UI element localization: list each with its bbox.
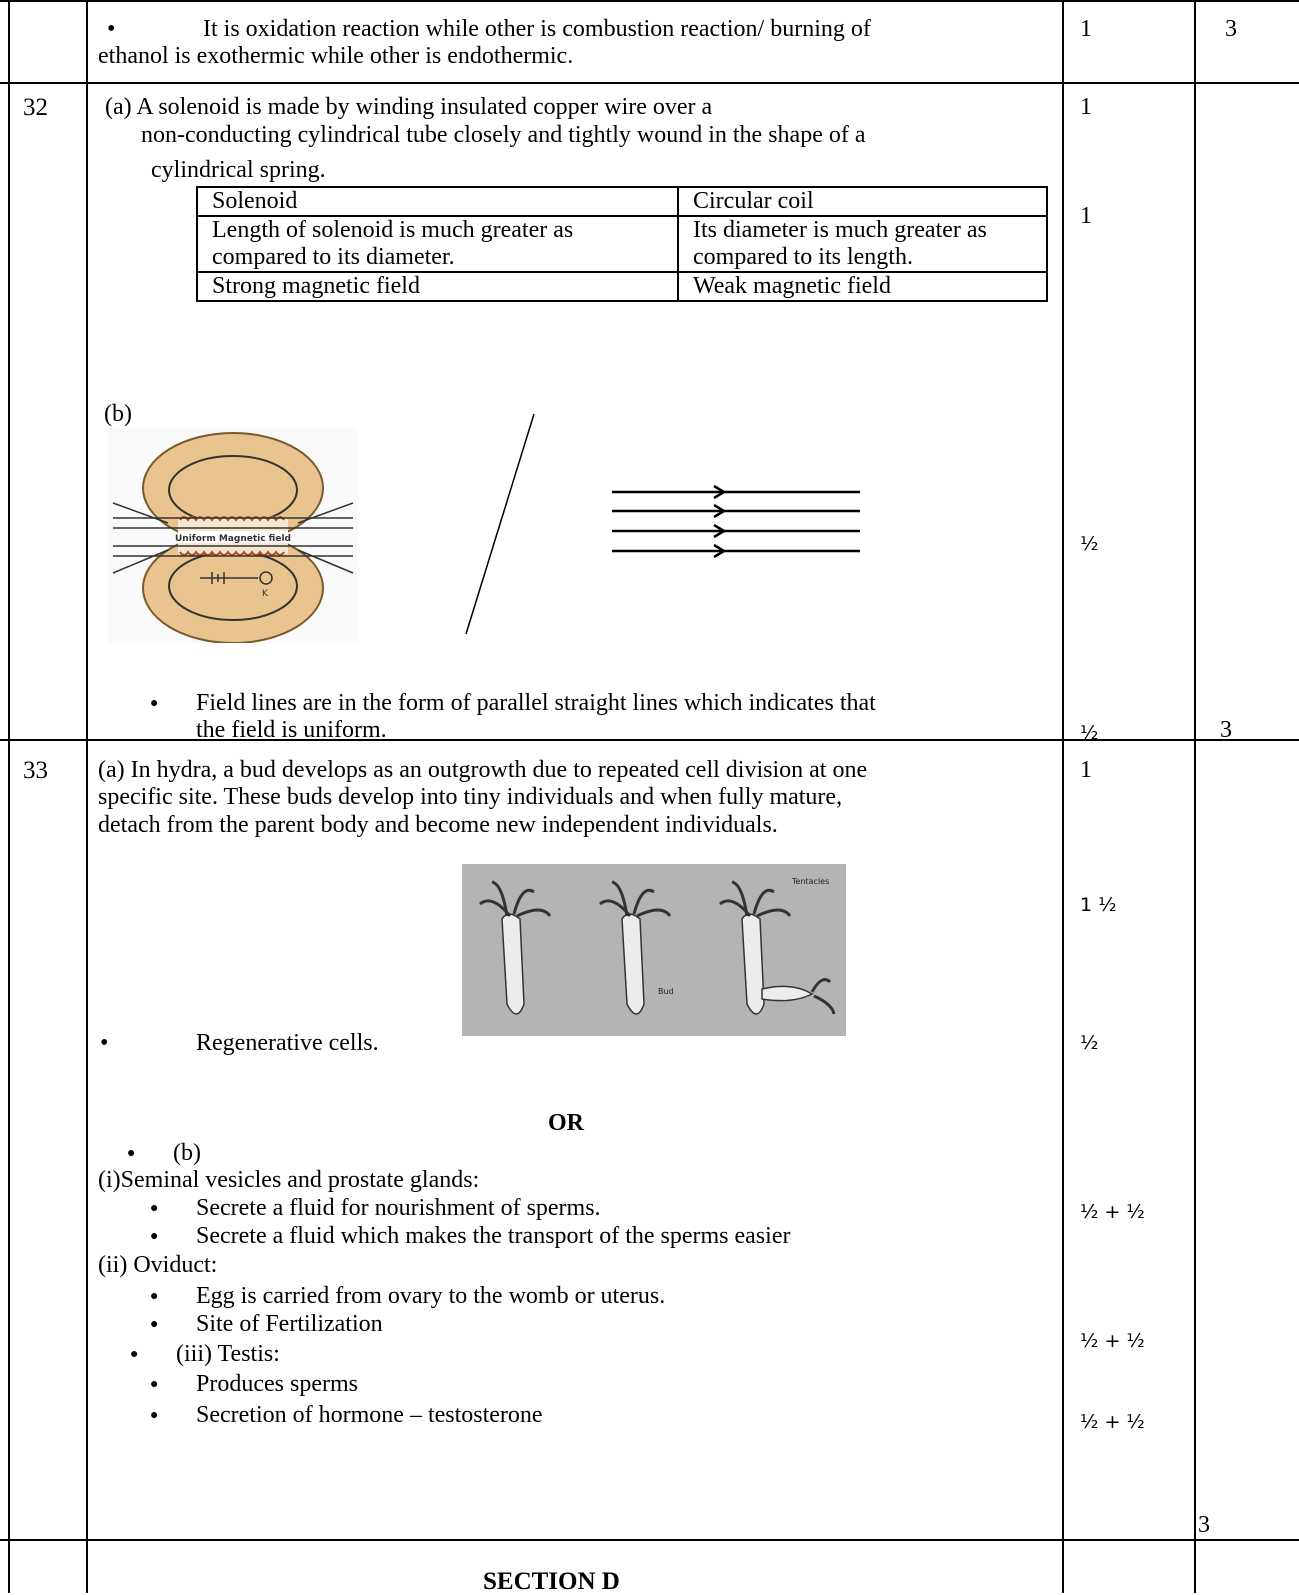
section-heading: SECTION D — [483, 1568, 620, 1595]
answer-text: (a) A solenoid is made by winding insulated copper wire over a — [105, 94, 713, 120]
marks-cell: 1 — [1080, 94, 1092, 120]
table-row — [197, 272, 1047, 301]
figure-label: Tentacles — [792, 877, 830, 886]
total-marks-cell: 3 — [1198, 1512, 1210, 1538]
list-item: ● (iii) Testis: — [176, 1341, 280, 1368]
answer-text: cylindrical spring. — [151, 157, 326, 183]
list-item: ● Produces sperms — [196, 1371, 358, 1398]
hydra-diagram — [462, 864, 846, 1036]
total-marks-cell: 3 — [1220, 717, 1232, 743]
total-marks-cell: 3 — [1225, 16, 1237, 42]
or-heading: OR — [548, 1110, 584, 1136]
answer-text: the field is uniform. — [196, 717, 387, 743]
list-item: ● Secrete a fluid for nourishment of sperms. — [196, 1195, 601, 1222]
figure-label: Bud — [658, 987, 674, 996]
answer-text: • Regenerative cells. — [196, 1030, 379, 1057]
marks-cell: ½ — [1080, 722, 1099, 744]
answer-text: (ii) Oviduct: — [98, 1252, 218, 1278]
marks-cell: ½ — [1080, 1032, 1099, 1054]
question-number: 33 — [23, 757, 48, 784]
answer-text: (i)Seminal vesicles and prostate glands: — [98, 1167, 480, 1193]
answer-text: (a) In hydra, a bud develops as an outgrowth due to repeated cell division at one — [98, 757, 868, 783]
table-row — [197, 216, 1047, 272]
table-header: Solenoid — [197, 187, 678, 216]
solenoid-diagram — [108, 428, 358, 643]
answer-text: detach from the parent body and become new independent individuals. — [98, 812, 778, 838]
list-item: ● Secretion of hormone – testosterone — [196, 1402, 543, 1429]
answer-text: • It is oxidation reaction while other is combustion reaction/ burning of — [203, 16, 871, 43]
marks-cell: 1 — [1080, 757, 1092, 783]
column-border — [1194, 0, 1196, 1593]
answer-text: ● Field lines are in the form of parallel straight lines which indicates that — [196, 690, 876, 717]
row-border — [0, 1539, 1299, 1541]
part-label: ● (b) — [173, 1140, 201, 1167]
part-label: (b) — [104, 401, 132, 427]
marks-cell: ½ + ½ — [1080, 1411, 1145, 1433]
marks-cell: ½ + ½ — [1080, 1330, 1145, 1352]
column-border — [86, 0, 88, 1593]
column-border — [1062, 0, 1064, 1593]
answer-text: ethanol is exothermic while other is endothermic. — [98, 43, 574, 69]
marks-cell: 1 — [1080, 16, 1092, 42]
marks-cell: 1 ½ — [1080, 894, 1117, 916]
row-border — [0, 82, 1299, 84]
marks-cell: ½ — [1080, 533, 1099, 555]
list-item: ● Secrete a fluid which makes the transport of the sperms easier — [196, 1223, 790, 1250]
row-border — [0, 739, 1299, 741]
marks-cell: ½ + ½ — [1080, 1201, 1145, 1223]
list-item: ● Site of Fertilization — [196, 1311, 383, 1338]
figure-label: Uniform Magnetic field — [175, 534, 291, 544]
column-border — [8, 0, 10, 1593]
uniform-field-lines — [610, 480, 860, 570]
comparison-table — [196, 186, 1048, 302]
table-cell: Its diameter is much greater as compared to its length. — [678, 216, 1047, 272]
hydra-budding-figure — [462, 864, 846, 1036]
list-item: ● Egg is carried from ovary to the womb or uterus. — [196, 1283, 665, 1310]
table-cell: Length of solenoid is much greater as compared to its diameter. — [197, 216, 678, 272]
table-cell: Strong magnetic field — [197, 272, 678, 301]
divider-stroke — [460, 410, 540, 640]
table-cell: Weak magnetic field — [678, 272, 1047, 301]
row-border — [0, 0, 1299, 2]
table-header-row — [197, 187, 1047, 216]
answer-text: specific site. These buds develop into tiny individuals and when fully mature, — [98, 784, 843, 810]
marks-cell: 1 — [1080, 203, 1092, 229]
solenoid-field-figure — [108, 428, 358, 643]
table-header: Circular coil — [678, 187, 1047, 216]
answer-text: non-conducting cylindrical tube closely and tightly wound in the shape of a — [141, 122, 866, 148]
switch-label: K — [262, 589, 268, 599]
question-number: 32 — [23, 94, 48, 121]
